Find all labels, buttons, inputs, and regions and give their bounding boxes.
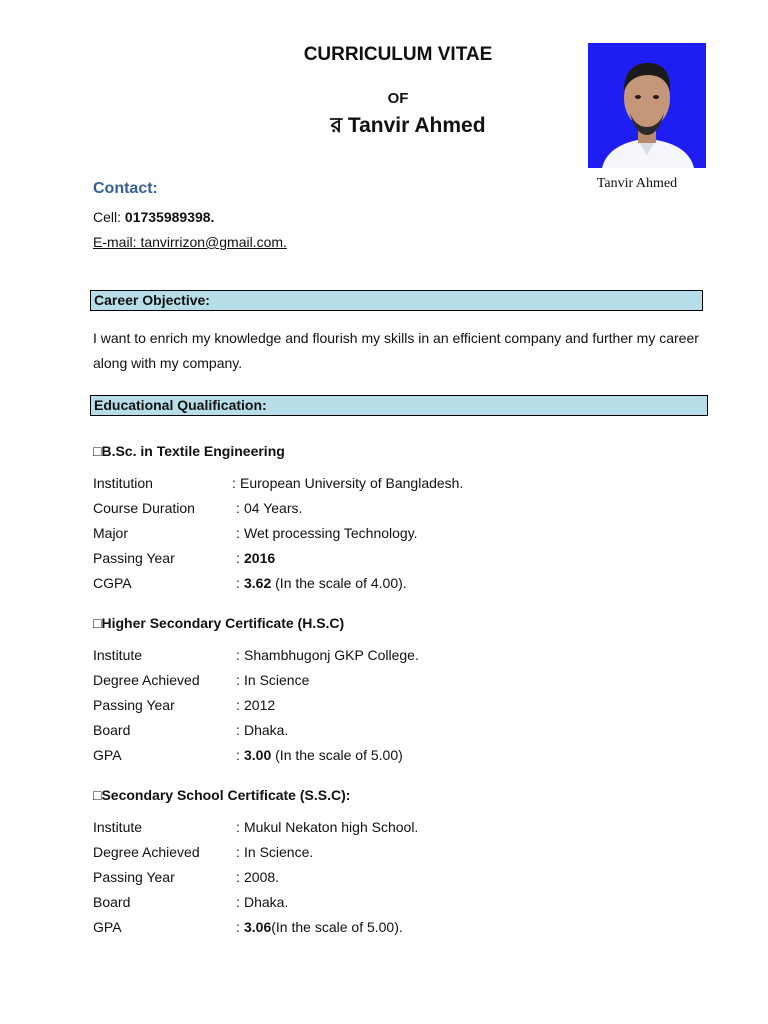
ssc-title: Secondary School Certificate (S.S.C):	[101, 787, 351, 803]
detail-separator: :	[236, 894, 240, 910]
detail-label: GPA	[93, 919, 122, 935]
cell-number: 01735989398.	[124, 209, 215, 225]
detail-value-text: 2008.	[244, 869, 280, 885]
detail-label: Institute	[93, 819, 143, 835]
detail-value-text: In Science.	[244, 844, 314, 860]
detail-value	[244, 869, 279, 885]
bsc-title: B.Sc. in Textile Engineering	[101, 443, 285, 459]
detail-value-note: (In the scale of 4.00).	[271, 575, 407, 591]
detail-value-text: Mukul Nekaton high School.	[244, 819, 419, 835]
detail-separator: :	[236, 525, 240, 541]
detail-value-bold: 3.06	[244, 919, 272, 935]
profile-photo	[588, 43, 706, 168]
detail-separator: :	[236, 722, 240, 738]
detail-separator: :	[236, 500, 240, 516]
photo-caption: Tanvir Ahmed	[596, 176, 678, 191]
detail-value-text: 2012	[244, 697, 276, 713]
detail-value	[244, 575, 407, 591]
detail-label: Passing Year	[93, 869, 175, 885]
detail-separator: :	[236, 747, 240, 763]
detail-value-bold: 3.62	[244, 575, 272, 591]
detail-value	[244, 525, 418, 541]
detail-value	[244, 722, 288, 738]
detail-separator: :	[232, 475, 236, 491]
detail-label: Institution	[93, 475, 153, 491]
detail-label: Passing Year	[93, 697, 175, 713]
detail-label: Institute	[93, 647, 143, 663]
detail-separator: :	[236, 575, 240, 591]
hsc-heading	[93, 615, 344, 631]
detail-label: CGPA	[93, 575, 132, 591]
detail-separator: :	[236, 697, 240, 713]
detail-value-text: European University of Bangladesh.	[240, 475, 464, 491]
career-objective-heading: Career Objective:	[90, 290, 703, 311]
detail-label: Board	[93, 894, 131, 910]
detail-separator: :	[236, 672, 240, 688]
detail-value-note: (In the scale of 5.00).	[271, 919, 403, 935]
detail-separator: :	[236, 869, 240, 885]
portrait-image	[588, 43, 706, 168]
detail-value-text: In Science	[244, 672, 310, 688]
education-heading: Educational Qualification:	[90, 395, 708, 416]
detail-separator: :	[236, 647, 240, 663]
detail-separator: :	[236, 550, 240, 566]
detail-value	[244, 672, 309, 688]
detail-value-text: Dhaka.	[244, 894, 289, 910]
detail-value-text: Dhaka.	[244, 722, 289, 738]
email-link[interactable]: E-mail: tanvirrizon@gmail.com.	[93, 234, 287, 250]
detail-value-bold: 3.00	[244, 747, 272, 763]
detail-value	[240, 475, 463, 491]
cell-line	[93, 209, 214, 225]
checkbox-icon: □	[93, 443, 102, 459]
detail-separator: :	[236, 844, 240, 860]
detail-value-text: 04 Years.	[244, 500, 303, 516]
detail-value	[244, 500, 302, 516]
cv-title: CURRICULUM VITAE	[303, 44, 493, 65]
detail-separator: :	[236, 819, 240, 835]
detail-label: Board	[93, 722, 131, 738]
detail-value-note: (In the scale of 5.00)	[271, 747, 403, 763]
detail-label: Major	[93, 525, 129, 541]
detail-label: GPA	[93, 747, 122, 763]
career-objective-text: I want to enrich my knowledge and flourish my skills in an efficient company and further my career along with my company.	[93, 330, 699, 371]
detail-value	[244, 550, 275, 566]
detail-label: Passing Year	[93, 550, 175, 566]
ssc-heading	[93, 787, 350, 803]
detail-value	[244, 844, 313, 860]
detail-label: Degree Achieved	[93, 844, 200, 860]
name-text: Tanvir Ahmed	[347, 114, 486, 137]
detail-value-text: Shambhugonj GKP College.	[244, 647, 419, 663]
cell-label: Cell:	[93, 209, 125, 225]
detail-value	[244, 819, 418, 835]
cv-of-label: OF	[387, 90, 409, 107]
detail-value-bold: 2016	[244, 550, 276, 566]
checkbox-icon: □	[93, 787, 102, 803]
detail-value	[244, 747, 403, 763]
detail-value	[244, 894, 288, 910]
contact-heading: Contact:	[93, 180, 158, 197]
detail-label: Degree Achieved	[93, 672, 200, 688]
detail-separator: :	[236, 919, 240, 935]
detail-value	[244, 919, 403, 935]
bsc-heading	[93, 443, 285, 459]
name-prefix: র	[330, 114, 342, 137]
detail-value-text: Wet processing Technology.	[244, 525, 418, 541]
detail-value	[244, 647, 419, 663]
hsc-title: Higher Secondary Certificate (H.S.C)	[101, 615, 345, 631]
checkbox-icon: □	[93, 615, 102, 631]
detail-label: Course Duration	[93, 500, 195, 516]
detail-value	[244, 697, 275, 713]
